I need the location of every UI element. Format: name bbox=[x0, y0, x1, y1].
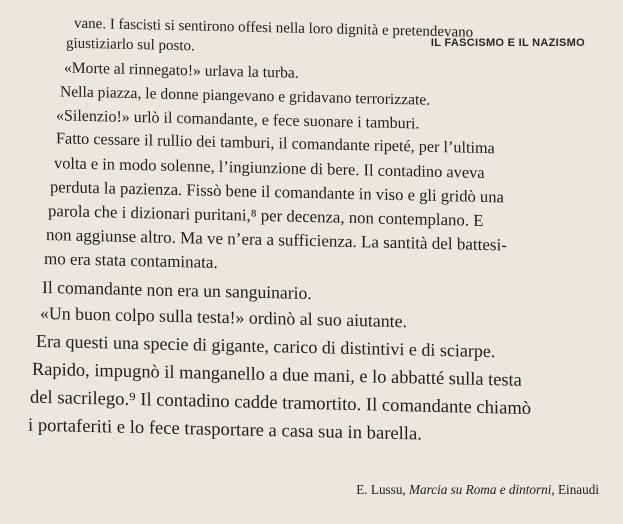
text-line: mo era stata contaminata. bbox=[44, 248, 218, 272]
text-line: del sacrilego.⁹ Il contadino cadde tramortito. Il comandante chiamò bbox=[30, 386, 532, 420]
citation-publisher: , Einaudi bbox=[551, 482, 599, 497]
citation-title: Marcia su Roma e dintorni bbox=[409, 482, 552, 497]
text-line: parola che i dizionari puritani,⁸ per decenza, non contemplano. E bbox=[48, 201, 484, 230]
text-line: volta e in modo solenne, l’ingiunzione di bere. Il contadino aveva bbox=[54, 153, 485, 182]
text-line: «Morte al rinnegato!» urlava la turba. bbox=[64, 59, 299, 82]
text-line: i portaferiti e lo fece trasportare a casa sua in barella. bbox=[28, 414, 422, 445]
text-line: Era questi una specie di gigante, carico di distintivi e di sciarpe. bbox=[36, 330, 496, 362]
text-line: giustiziarlo sul posto. bbox=[66, 35, 195, 55]
citation bbox=[356, 482, 599, 498]
text-line: Rapido, impugnò il manganello a due mani, e lo abbatté sulla testa bbox=[32, 358, 522, 390]
text-line: Fatto cessare il rullio dei tamburi, il comandante ripeté, per l’ultima bbox=[56, 129, 495, 158]
text-line: non aggiunse altro. Ma ve n’era a sufficienza. La santità del battesi- bbox=[46, 225, 507, 255]
citation-author: E. Lussu, bbox=[356, 482, 409, 497]
text-line: Nella piazza, le donne piangevano e gridavano terrorizzate. bbox=[60, 83, 431, 109]
text-line: vane. I fascisti si sentirono offesi nella loro dignità e pretendevano bbox=[74, 15, 474, 41]
text-line: «Silenzio!» urlò il comandante, e fece suonare i tamburi. bbox=[56, 107, 420, 133]
text-line: perduta la pazienza. Fissò bene il comandante in viso e gli gridò una bbox=[50, 177, 504, 207]
section-header: IL FASCISMO E IL NAZISMO bbox=[430, 37, 585, 49]
text-line: Il comandante non era un sanguinario. bbox=[42, 276, 312, 304]
text-line: «Un buon colpo sulla testa!» ordinò al suo aiutante. bbox=[40, 302, 407, 332]
